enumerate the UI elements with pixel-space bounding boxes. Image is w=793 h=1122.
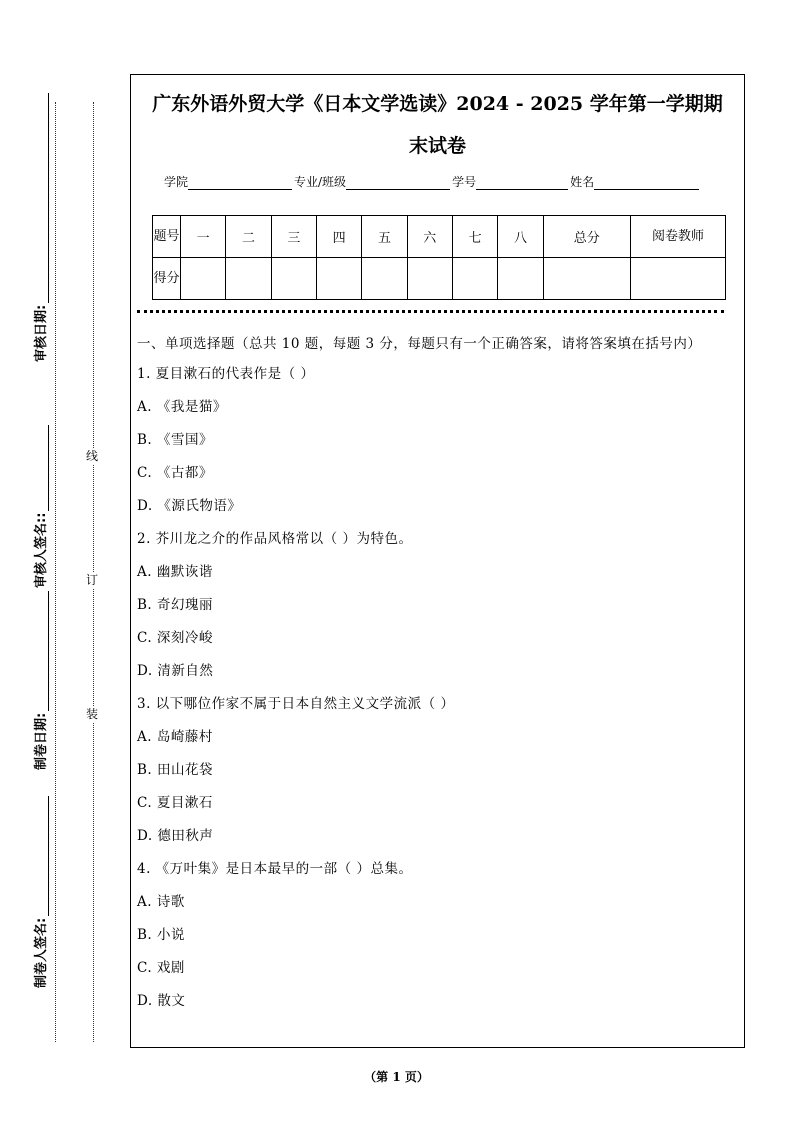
score-table (152, 215, 726, 300)
question-stem: 4. 《万叶集》是日本最早的一部（ ）总集。 (137, 861, 413, 877)
answer-option: A. 《我是猫》 (137, 399, 227, 415)
answer-option: D. 散文 (137, 993, 186, 1009)
question-number-header: 题号 (153, 216, 181, 258)
compile-date-line[interactable] (34, 591, 49, 711)
answer-option: C. 《古都》 (137, 465, 213, 481)
answer-option: D. 清新自然 (137, 663, 214, 679)
col-6: 六 (407, 216, 452, 258)
reviewer-signature-line[interactable] (34, 425, 49, 511)
col-4: 四 (316, 216, 361, 258)
answer-option: B. 田山花袋 (137, 762, 214, 778)
score-cell-7[interactable] (452, 258, 497, 300)
compiler-signature-field (30, 796, 49, 988)
answer-option: C. 戏剧 (137, 960, 185, 976)
col-3: 三 (271, 216, 316, 258)
col-8: 八 (498, 216, 543, 258)
section-heading: 一、单项选择题（总共 10 题，每题 3 分，每题只有一个正确答案，请将答案填在括号内） (137, 336, 702, 352)
score-cell-2[interactable] (226, 258, 271, 300)
answer-option: C. 夏目漱石 (137, 795, 213, 811)
score-row-header: 得分 (153, 258, 181, 300)
score-cell-5[interactable] (362, 258, 407, 300)
answer-option: B. 奇幻瑰丽 (137, 597, 214, 613)
review-date-line[interactable] (34, 93, 49, 303)
student-id-label: 学号 (452, 175, 477, 189)
student-info-row (164, 173, 701, 190)
review-date-label: 审核日期: (34, 304, 49, 362)
score-table-score-row (153, 258, 726, 300)
student-id-field[interactable] (476, 175, 568, 190)
compiler-signature-line[interactable] (34, 796, 49, 916)
question-stem: 1. 夏目漱石的代表作是（ ） (137, 366, 315, 382)
answer-option: D. 《源氏物语》 (137, 498, 242, 514)
col-2: 二 (226, 216, 271, 258)
binding-mark-zhuang: 装 (86, 707, 99, 721)
answer-option: B. 小说 (137, 927, 186, 943)
question-list (137, 364, 736, 1024)
score-cell-4[interactable] (316, 258, 361, 300)
score-table-header-row (153, 216, 726, 258)
compile-date-label: 制卷日期: (34, 712, 49, 770)
answer-option: A. 岛崎藤村 (137, 729, 213, 745)
binding-dotted-line-outer (55, 102, 56, 1042)
col-total: 总分 (543, 216, 630, 258)
page-number: （第 1 页） (364, 1070, 429, 1084)
score-cell-grader[interactable] (631, 258, 726, 300)
answer-option: C. 深刻冷峻 (137, 630, 213, 646)
col-1: 一 (181, 216, 226, 258)
answer-option: B. 《雪国》 (137, 432, 214, 448)
score-cell-8[interactable] (498, 258, 543, 300)
answer-option: D. 德田秋声 (137, 828, 214, 844)
compile-date-field (30, 591, 49, 770)
major-class-field[interactable] (346, 175, 450, 190)
question-stem: 2. 芥川龙之介的作品风格常以（ ）为特色。 (137, 531, 413, 547)
reviewer-signature-label: 审核人签名:: (34, 512, 49, 588)
score-cell-total[interactable] (543, 258, 630, 300)
question-area (137, 333, 736, 1024)
score-cell-1[interactable] (181, 258, 226, 300)
college-label: 学院 (164, 175, 189, 189)
reviewer-signature-field (30, 425, 49, 588)
col-5: 五 (362, 216, 407, 258)
compiler-signature-label: 制卷人签名: (34, 917, 49, 988)
score-cell-3[interactable] (271, 258, 316, 300)
question-stem: 3. 以下哪位作家不属于日本自然主义文学流派（ ） (137, 696, 455, 712)
exam-frame (130, 74, 745, 1048)
exam-title-line2: 末试卷 (408, 135, 466, 157)
binding-mark-xian: 线 (86, 449, 99, 463)
name-label: 姓名 (570, 175, 595, 189)
section-separator (137, 310, 724, 313)
name-field[interactable] (594, 175, 699, 190)
review-date-field (30, 93, 49, 362)
major-class-label: 专业/班级 (294, 175, 347, 189)
college-field[interactable] (188, 175, 292, 190)
answer-option: A. 幽默诙谐 (137, 564, 213, 580)
binding-mark-ding: 订 (86, 573, 99, 587)
col-7: 七 (452, 216, 497, 258)
exam-title-line1: 广东外语外贸大学《日本文学选读》2024 - 2025 学年第一学期期 (152, 93, 723, 115)
score-cell-6[interactable] (407, 258, 452, 300)
col-grader: 阅卷教师 (631, 216, 726, 258)
answer-option: A. 诗歌 (137, 894, 185, 910)
